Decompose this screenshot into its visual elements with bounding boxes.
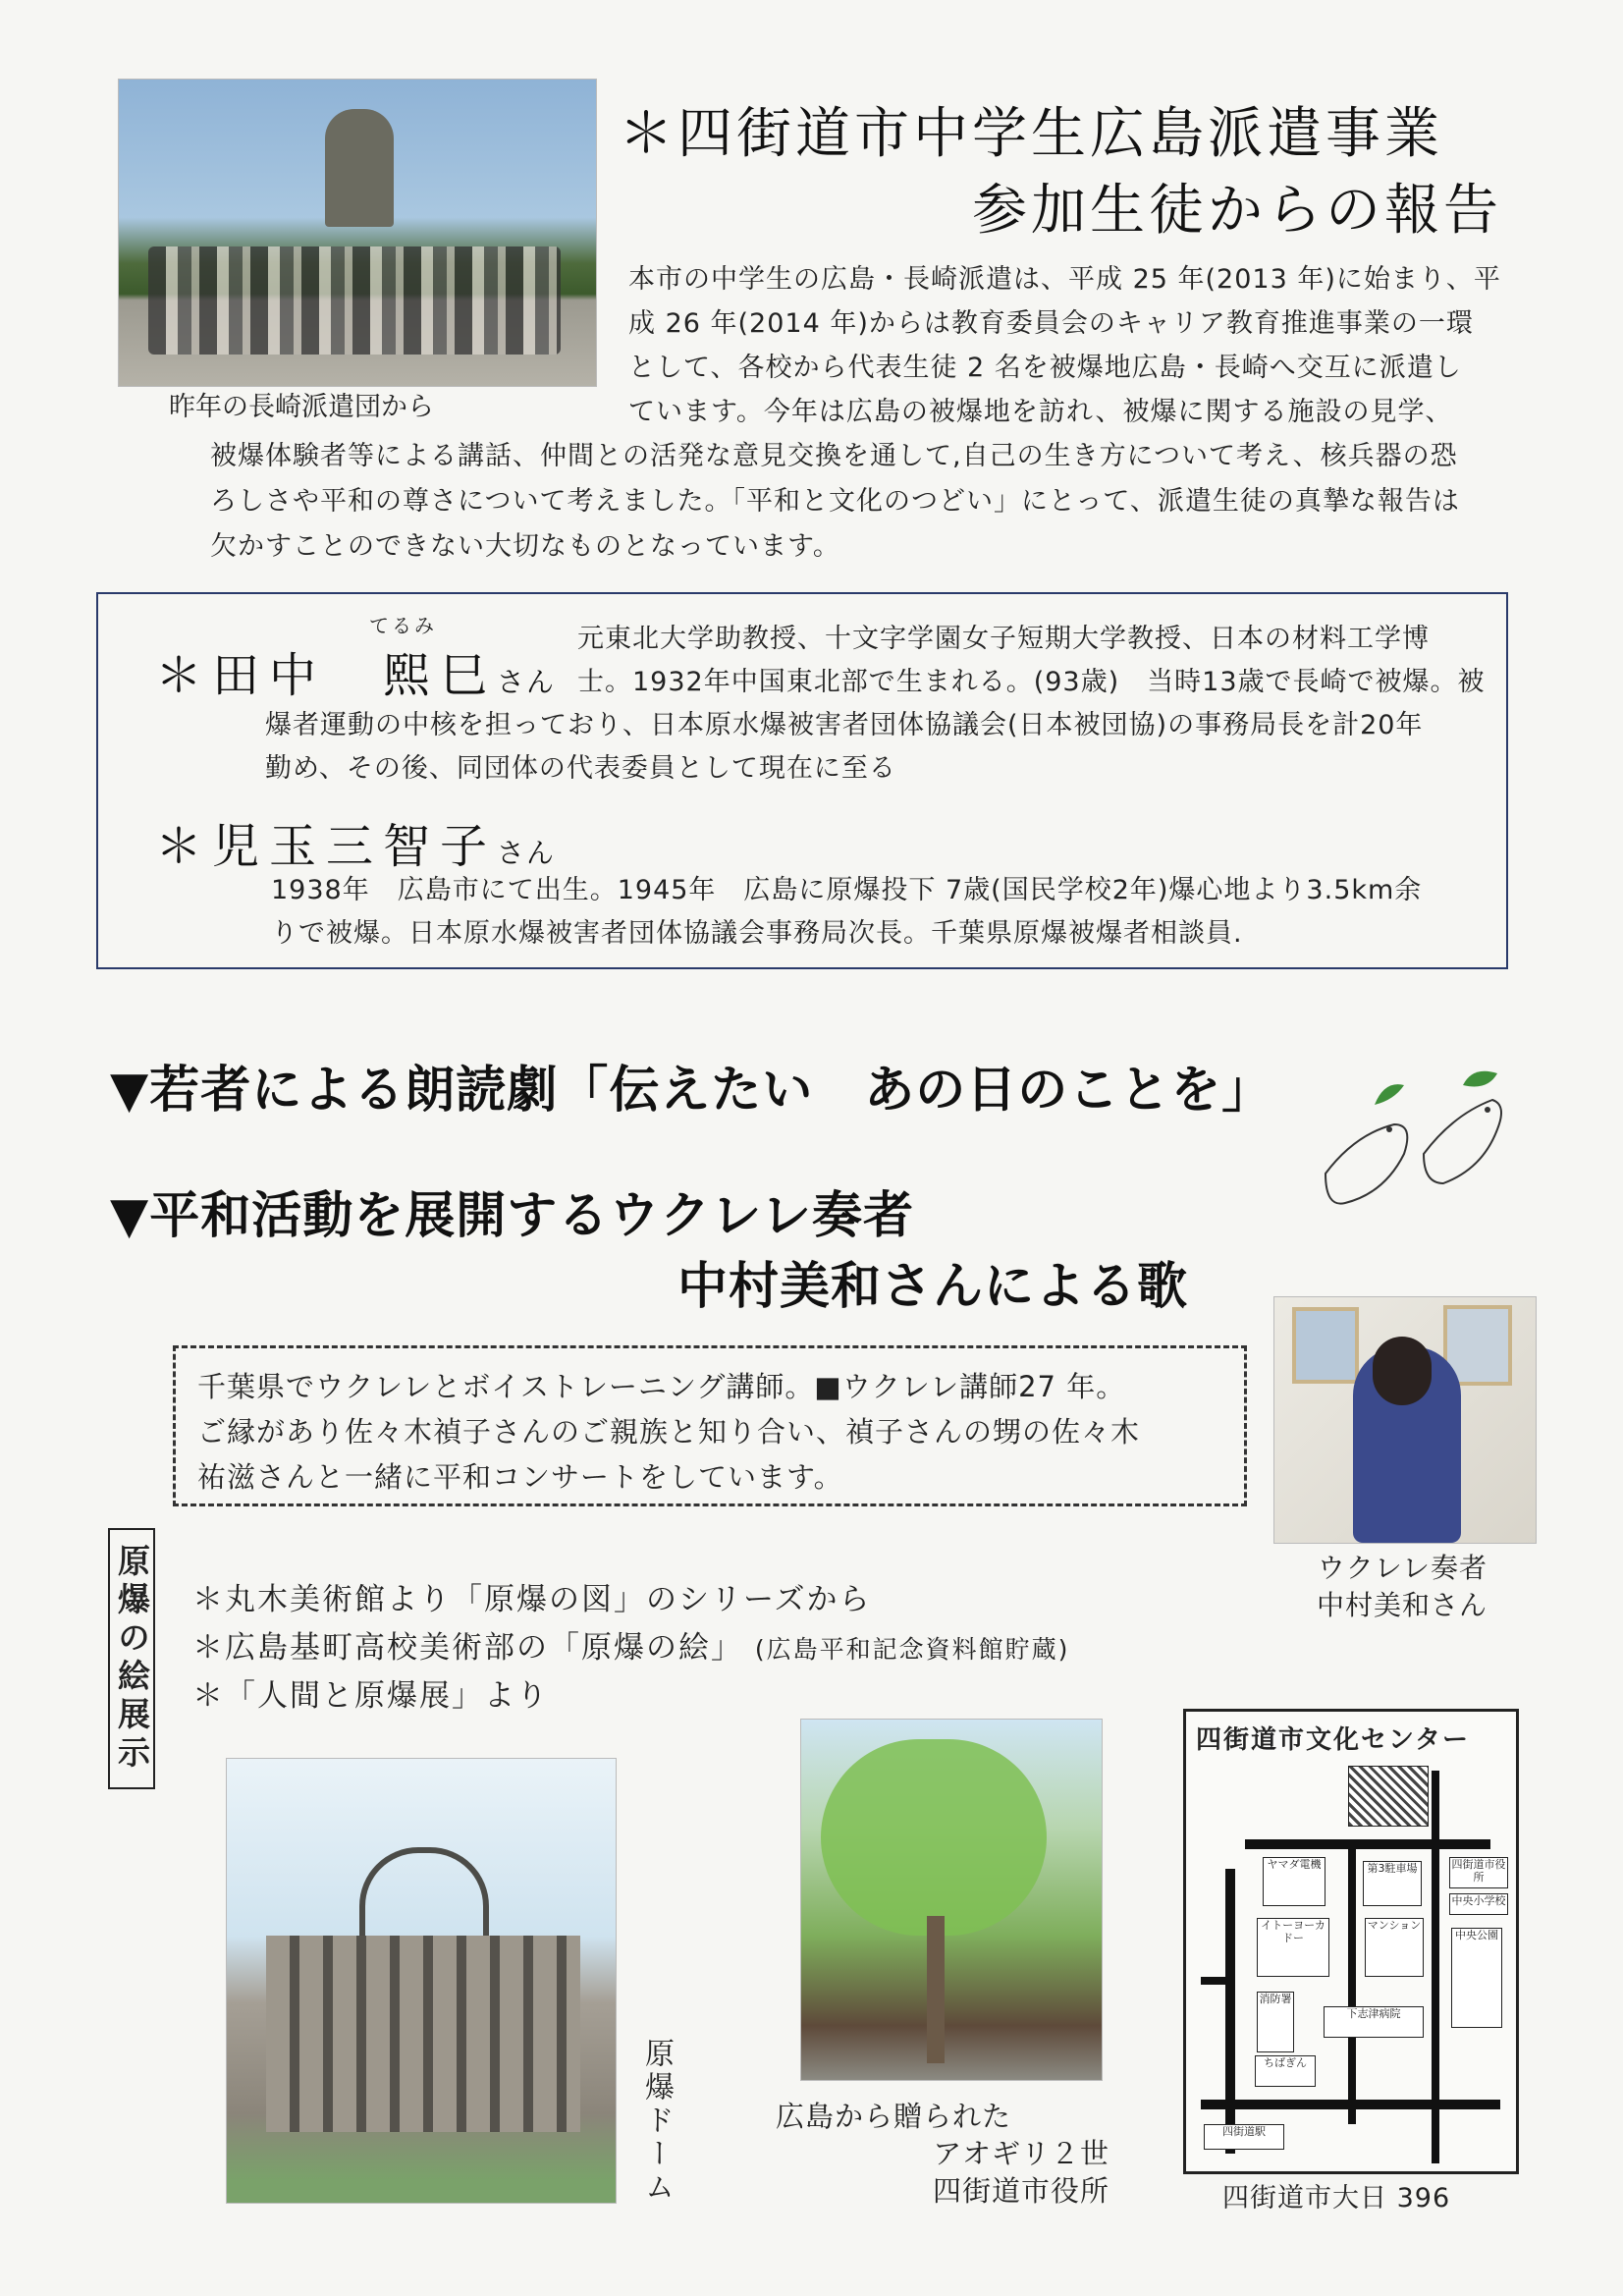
nagasaki-delegation-photo — [118, 79, 597, 387]
student-group — [148, 246, 561, 355]
exhibit-item — [192, 1622, 1069, 1667]
bio-line: 千葉県でウクレレとボイストレーニング講師。■ウクレレ講師27 年。 — [197, 1370, 1126, 1403]
dome-frame — [359, 1847, 489, 1941]
ukulele-player-photo — [1273, 1296, 1537, 1544]
intro-line: ています。今年は広島の被爆地を訪れ、被爆に関する施設の見学、 — [628, 397, 1453, 427]
dome-caption: 原爆ドーム — [639, 2038, 674, 2205]
ukulele-heading: ▼平和活動を展開するウクレレ奏者 — [110, 1187, 914, 1245]
map-label-parking: 第3駐車場 — [1363, 1861, 1422, 1906]
map-label-ito: イトーヨーカドー — [1257, 1918, 1329, 1977]
speaker-prefix: ＊田中 — [155, 648, 384, 703]
intro-line: 成 26 年(2014 年)からは教育委員会のキャリア教育推進事業の一環 — [628, 308, 1474, 339]
speaker-name-ruby: てるみ — [369, 614, 437, 637]
road — [1225, 1869, 1235, 2154]
intro-paragraph — [628, 257, 1512, 434]
peace-statue — [325, 109, 394, 227]
tree-caption — [776, 2098, 1109, 2210]
aogiri-tree-photo — [800, 1719, 1103, 2081]
bio-line: 祐滋さんと一緒に平和コンサートをしています。 — [197, 1460, 843, 1494]
olive-leaf-icon — [1375, 1084, 1404, 1105]
map-label-yamada: ヤマダ電機 — [1263, 1857, 1325, 1906]
bio-line: 勤め、その後、同団体の代表委員として現在に至る — [265, 753, 896, 784]
tree-trunk — [927, 1916, 945, 2063]
speaker-suffix: さん — [497, 666, 557, 698]
olive-leaf-icon — [1463, 1071, 1497, 1087]
page-subtitle: 参加生徒からの報告 — [972, 179, 1502, 243]
bio-line: りで被爆。日本原水爆被害者団体協議会事務局次長。千葉県原爆被爆者相談員. — [271, 918, 1243, 949]
map-label-fire: 消防署 — [1257, 1992, 1294, 2052]
tree-canopy — [821, 1739, 1047, 1936]
speaker-bio — [577, 618, 1500, 704]
map-label-cityhall: 四街道市役所 — [1449, 1857, 1508, 1888]
ukulele-bio-box — [173, 1345, 1247, 1506]
map-label-station: 四街道駅 — [1204, 2124, 1284, 2150]
road — [1201, 1977, 1235, 1985]
ukulele-heading-2: 中村美和さんによる歌 — [677, 1258, 1189, 1316]
bio-line: 爆者運動の中核を担っており、日本原水爆被害者団体協議会(日本被団協)の事務局長を計20年 — [265, 710, 1424, 740]
map-label-mansion: マンション — [1365, 1918, 1424, 1977]
bio-line: 1938年 広島市にて出生。1945年 広島に原爆投下 7歳(国民学校2年)爆心地より3.5km余 — [271, 875, 1423, 905]
doves-illustration — [1306, 1066, 1522, 1262]
speaker-suffix: さん — [497, 837, 557, 869]
caption-line: ウクレレ奏者 — [1317, 1552, 1488, 1584]
intro-paragraph-continued — [210, 434, 1526, 570]
caption-line: 広島から贈られた — [776, 2100, 1012, 2133]
road — [1245, 1839, 1490, 1849]
dove-icon — [1325, 1124, 1407, 1204]
map-label-hospital: 下志津病院 — [1324, 2006, 1424, 2038]
exhibit-item-note: (広島平和記念資料館貯蔵) — [754, 1635, 1070, 1664]
bio-line: 士。1932年中国東北部で生まれる。(93歳) 当時13歳で長崎で被爆。被 — [577, 667, 1486, 697]
speaker-bio-continued — [265, 704, 1502, 791]
reading-play-heading: ▼若者による朗読劇「伝えたい あの日のことを」 — [110, 1062, 1273, 1120]
map-title: 四街道市文化センター — [1196, 1725, 1470, 1755]
atomic-dome-photo — [226, 1758, 617, 2204]
intro-line: として、各校から代表生徒 2 名を被爆地広島・長崎へ交互に派遣し — [628, 353, 1462, 383]
venue-map — [1183, 1709, 1519, 2174]
map-label-school: 中央小学校 — [1449, 1893, 1508, 1915]
map-label-park: 中央公園 — [1451, 1928, 1502, 2028]
map-label-chiban: ちばぎん — [1255, 2055, 1316, 2087]
road — [1201, 2100, 1500, 2109]
ukulele-bio-text — [176, 1364, 1162, 1500]
exhibit-label: 原爆の絵展示 — [108, 1528, 155, 1789]
speaker-name-text: 児玉三智子 — [212, 819, 498, 874]
player-head — [1373, 1337, 1432, 1405]
bio-line: ご縁があり佐々木禎子さんのご親族と知り合い、禎子さんの甥の佐々木 — [197, 1415, 1141, 1449]
speaker-prefix: ＊ — [155, 819, 213, 874]
intro-line: 欠かすことのできない大切なものとなっています。 — [210, 531, 840, 562]
bio-line: 元東北大学助教授、十文字学園女子短期大学教授、日本の材料工学博 — [577, 624, 1430, 654]
exhibit-item: ＊丸木美術館より「原爆の図」のシリーズから — [192, 1582, 872, 1617]
ukulele-photo-caption — [1252, 1550, 1488, 1624]
exhibit-item-text: ＊広島基町高校美術部の「原爆の絵」 — [192, 1630, 743, 1666]
caption-line: 四街道市役所 — [932, 2174, 1109, 2208]
intro-line: ろしさや平和の尊さについて考えました。「平和と文化のつどい」にとって、派遣生徒の真摯な報告は — [210, 486, 1460, 517]
speaker-bio — [271, 869, 1488, 956]
venue-marker — [1348, 1766, 1429, 1827]
caption-line: 中村美和さん — [1316, 1589, 1488, 1621]
intro-line: 本市の中学生の広島・長崎派遣は、平成 25 年(2013 年)に始まり、平 — [628, 264, 1501, 295]
caption-line: アオギリ２世 — [933, 2137, 1109, 2170]
speaker-name-text: 熙巳 — [383, 648, 498, 703]
speakers-box — [96, 592, 1508, 969]
exhibit-item: ＊「人間と原爆展」より — [192, 1678, 549, 1714]
dome-building — [266, 1936, 580, 2132]
page-title: ＊四街道市中学生広島派遣事業 — [619, 102, 1443, 166]
road — [1348, 1849, 1356, 2124]
picture-frame — [1292, 1307, 1359, 1384]
dove-icon — [1424, 1100, 1501, 1183]
photo-caption: 昨年の長崎派遣団から — [169, 392, 434, 422]
intro-line: 被爆体験者等による講話、仲間との活発な意見交換を通して,自己の生き方について考え、核兵器の恐 — [210, 441, 1458, 471]
speaker-name — [155, 637, 556, 705]
venue-address: 四街道市大日 396 — [1222, 2183, 1451, 2214]
speaker-name — [155, 808, 556, 876]
